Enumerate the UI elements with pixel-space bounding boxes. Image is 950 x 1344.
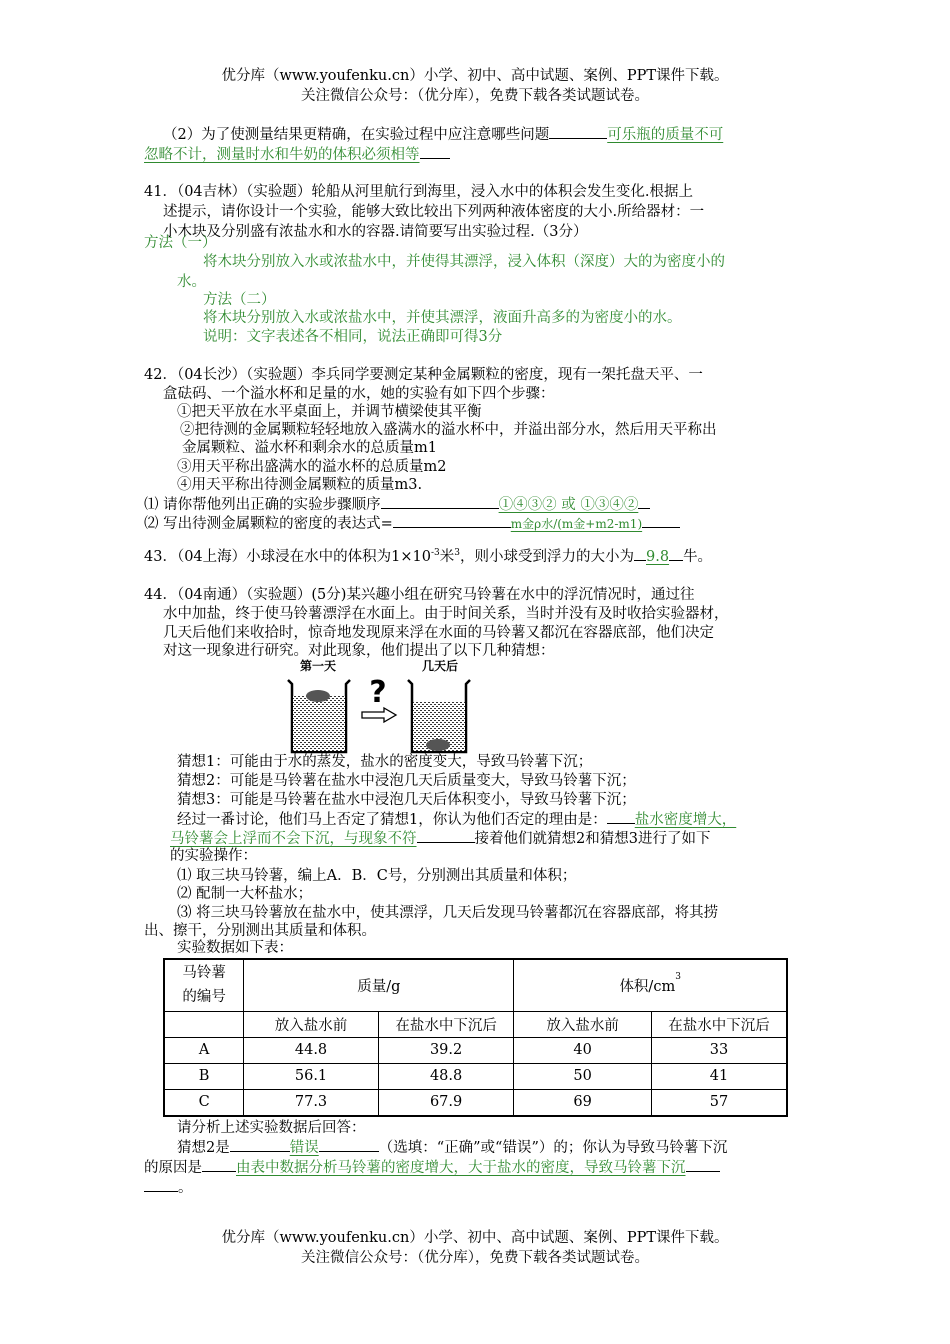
table-cell: 41 xyxy=(651,1063,787,1089)
table-cell: 69 xyxy=(514,1089,652,1116)
potato-sunk xyxy=(426,739,450,751)
table-cell: 57 xyxy=(651,1089,787,1116)
table-mass-header: 质量/g xyxy=(244,959,514,1011)
table-cell: 39.2 xyxy=(378,1037,514,1063)
q42-sub2 xyxy=(144,513,680,534)
table-col-id xyxy=(164,959,244,1011)
table-cell-id: C xyxy=(164,1089,244,1116)
table-col-id-line1: 马铃薯 xyxy=(182,965,226,982)
figure-label-day1: 第一天 xyxy=(299,659,337,673)
arrow-icon xyxy=(362,708,396,722)
table-cell: 48.8 xyxy=(378,1063,514,1089)
q44-op3a: ⑶ 将三块马铃薯放在盐水中，使其漂浮，几天后发现马铃薯都沉在容器底部，将其捞 xyxy=(177,905,719,921)
q40-part2-answer-line2: 忽略不计，测量时水和牛奶的体积必须相等 xyxy=(144,147,420,163)
q44-discuss-tail: 的实验操作： xyxy=(170,848,257,864)
table-cell: 77.3 xyxy=(244,1089,379,1116)
question-mark-icon: ? xyxy=(369,675,387,710)
q42-step1: ①把天平放在水平桌面上，并调节横梁使其平衡 xyxy=(177,404,482,420)
q43-unit-exp: 3 xyxy=(454,548,460,558)
potato-floating xyxy=(306,690,330,702)
q41-note: 说明：文字表述各不相同，说法正确即可得3分 xyxy=(203,329,503,345)
table-mass-before: 放入盐水前 xyxy=(244,1011,379,1037)
q44-guess2-suffix: （选填：“正确”或“错误”）的；你认为导致马铃薯下沉 xyxy=(378,1140,728,1156)
q44-discuss-prefix: 经过一番讨论，他们马上否定了猜想1，你认为他们否定的理由是： xyxy=(177,812,607,828)
q41-line1: 41．（04吉林）（实验题）轮船从河里航行到海里，浸入水中的体积会发生变化.根据上 xyxy=(144,184,694,200)
table-header-row xyxy=(164,959,787,1011)
table-volume-header xyxy=(514,959,787,1011)
q44-analyze: 请分析上述实验数据后回答： xyxy=(177,1120,366,1136)
table-cell: 44.8 xyxy=(244,1037,379,1063)
q42-step4: ④用天平称出待测金属颗粒的质量m3. xyxy=(177,477,423,493)
q41-method2-text: 将木块分别放入水或浓盐水中，并使其漂浮，液面升高多的为密度小的水。 xyxy=(203,310,682,326)
table-col-id-line2: 的编号 xyxy=(182,989,226,1006)
q44-guess2-answer-line xyxy=(177,1137,727,1158)
table-cell: 33 xyxy=(651,1037,787,1063)
q42-step2b: 金属颗粒、溢水杯和剩余水的总质量m1 xyxy=(182,440,437,456)
page-header-line2: 关注微信公众号：（优分库），免费下载各类试题试卷。 xyxy=(301,88,649,104)
q42-sub1-text: ⑴ 请你帮他列出正确的实验步骤顺序 xyxy=(144,497,381,513)
potato-data-table xyxy=(163,958,788,1117)
q44-line4: 对这一现象进行研究。对此现象，他们提出了以下几种猜想： xyxy=(163,643,555,659)
table-cell: 50 xyxy=(514,1063,652,1089)
table-mass-after: 在盐水中下沉后 xyxy=(378,1011,514,1037)
table-cell: 67.9 xyxy=(378,1089,514,1116)
q44-guess2-prefix: 猜想2是 xyxy=(177,1140,230,1156)
table-volume-exp: 3 xyxy=(675,971,681,982)
q44-discuss-suffix: 接着他们就猜想2和猜想3进行了如下 xyxy=(474,831,711,847)
q44-discuss xyxy=(177,809,736,830)
q42-sub1-answer: ①④③② 或 ①③④② xyxy=(498,497,639,513)
q41-method1-line2: 水。 xyxy=(177,274,206,290)
q44-table-caption: 实验数据如下表： xyxy=(177,940,293,956)
q44-discuss-answer2: 马铃薯会上浮而不会下沉，与现象不符 xyxy=(170,831,417,847)
table-cell: 40 xyxy=(514,1037,652,1063)
q43-exponent: -3 xyxy=(430,548,440,558)
table-cell-id: A xyxy=(164,1037,244,1063)
q44-guess2: 猜想2：可能是马铃薯在盐水中浸泡几天后质量变大，导致马铃薯下沉； xyxy=(177,773,636,789)
q44-line1: 44．（04南通）（实验题）(5分)某兴趣小组在研究马铃薯在水中的浮沉情况时，通过往 xyxy=(144,587,695,603)
q44-end: 。 xyxy=(178,1180,193,1196)
q42-step3: ③用天平称出盛满水的溢水杯的总质量m2 xyxy=(177,459,447,475)
potato-beaker-figure xyxy=(280,658,480,758)
q40-part2-answer-line1: 可乐瓶的质量不可 xyxy=(607,127,724,143)
q44-op1: ⑴ 取三块马铃薯，编上A．B．C号，分别测出其质量和体积； xyxy=(177,868,577,884)
q43 xyxy=(144,546,712,567)
q44-guess1: 猜想1：可能由于水的蒸发，盐水的密度变大，导致马铃薯下沉； xyxy=(177,754,593,770)
table-subheader-row xyxy=(164,1011,787,1037)
q40-part2-question: （2）为了使测量结果更精确，在实验过程中应注意哪些问题 xyxy=(163,127,550,143)
q44-op2: ⑵ 配制一大杯盐水； xyxy=(177,886,313,902)
q40-part2 xyxy=(163,124,723,145)
beaker-day1 xyxy=(288,680,350,752)
table-volume-after: 在盐水中下沉后 xyxy=(651,1011,787,1037)
q44-end-line xyxy=(144,1177,193,1198)
table-row xyxy=(164,1037,787,1063)
page-footer-line1: 优分库（www.youfenku.cn）小学、初中、高中试题、案例、PPT课件下载。 xyxy=(221,1230,729,1246)
q41-method1-title: 方法（一） xyxy=(144,235,217,251)
q44-line2: 水中加盐，终于使马铃薯漂浮在水面上。由于时间关系，当时并没有及时收拾实验器材， xyxy=(163,606,729,622)
q42-sub1 xyxy=(144,494,650,515)
table-volume-header-text: 体积/cm xyxy=(619,978,676,995)
table-cell-id: B xyxy=(164,1063,244,1089)
q42-sub2-text: ⑵ 写出待测金属颗粒的密度的表达式= xyxy=(144,516,393,532)
q43-prefix: 43．（04上海）小球浸在水中的体积为1×10 xyxy=(144,549,431,565)
q42-line1: 42．（04长沙）（实验题）李兵同学要测定某种金属颗粒的密度，现有一架托盘天平、一 xyxy=(144,367,703,383)
q44-reason-line xyxy=(144,1157,720,1178)
q44-discuss-answer1: 盐水密度增大， xyxy=(634,812,737,828)
q43-unit: 牛。 xyxy=(683,549,713,565)
q42-sub2-answer: m金ρ水/(m金+m2-m1) xyxy=(510,517,643,531)
q44-line3: 几天后他们来收拾时，惊奇地发现原来浮在水面的马铃薯又都沉在容器底部，他们决定 xyxy=(163,625,714,641)
page-header-line1: 优分库（www.youfenku.cn）小学、初中、高中试题、案例、PPT课件下载。 xyxy=(221,68,729,84)
q41-method2-title: 方法（二） xyxy=(203,292,276,308)
q44-reason-prefix: 的原因是 xyxy=(144,1160,202,1176)
page-footer-line2: 关注微信公众号：（优分库），免费下载各类试题试卷。 xyxy=(301,1250,649,1266)
q41-line3: 小木块及分别盛有浓盐水和水的容器.请简要写出实验过程.（3分） xyxy=(163,224,588,240)
q43-suffix: ，则小球受到浮力的大小为 xyxy=(460,549,634,565)
q44-reason-answer: 由表中数据分析马铃薯的密度增大，大于盐水的密度，导致马铃薯下沉 xyxy=(236,1160,686,1176)
q41-method1-line1: 将木块分别放入水或浓盐水中，并使得其漂浮，浸入体积（深度）大的为密度小的 xyxy=(203,254,725,270)
beaker-later xyxy=(408,680,470,752)
table-cell: 56.1 xyxy=(244,1063,379,1089)
q42-step2a: ②把待测的金属颗粒轻轻地放入盛满水的溢水杯中，并溢出部分水，然后用天平称出 xyxy=(180,422,717,438)
table-volume-before: 放入盐水前 xyxy=(514,1011,652,1037)
figure-label-later: 几天后 xyxy=(421,659,459,673)
q44-op3b: 出、擦干，分别测出其质量和体积。 xyxy=(144,923,376,939)
q41-line2: 述提示，请你设计一个实验，能够大致比较出下列两种液体密度的大小.所给器材：一 xyxy=(163,204,705,220)
table-row xyxy=(164,1063,787,1089)
q43-answer: 9.8 xyxy=(646,549,670,565)
q40-part2-line2 xyxy=(144,144,450,165)
q42-line2: 盒砝码、一个溢水杯和足量的水，她的实验有如下四个步骤： xyxy=(163,386,555,402)
q43-middle: 米 xyxy=(439,549,455,565)
table-row xyxy=(164,1089,787,1116)
q44-guess2-answer: 错误 xyxy=(289,1140,319,1156)
q44-guess3: 猜想3：可能是马铃薯在盐水中浸泡几天后体积变小，导致马铃薯下沉； xyxy=(177,792,636,808)
